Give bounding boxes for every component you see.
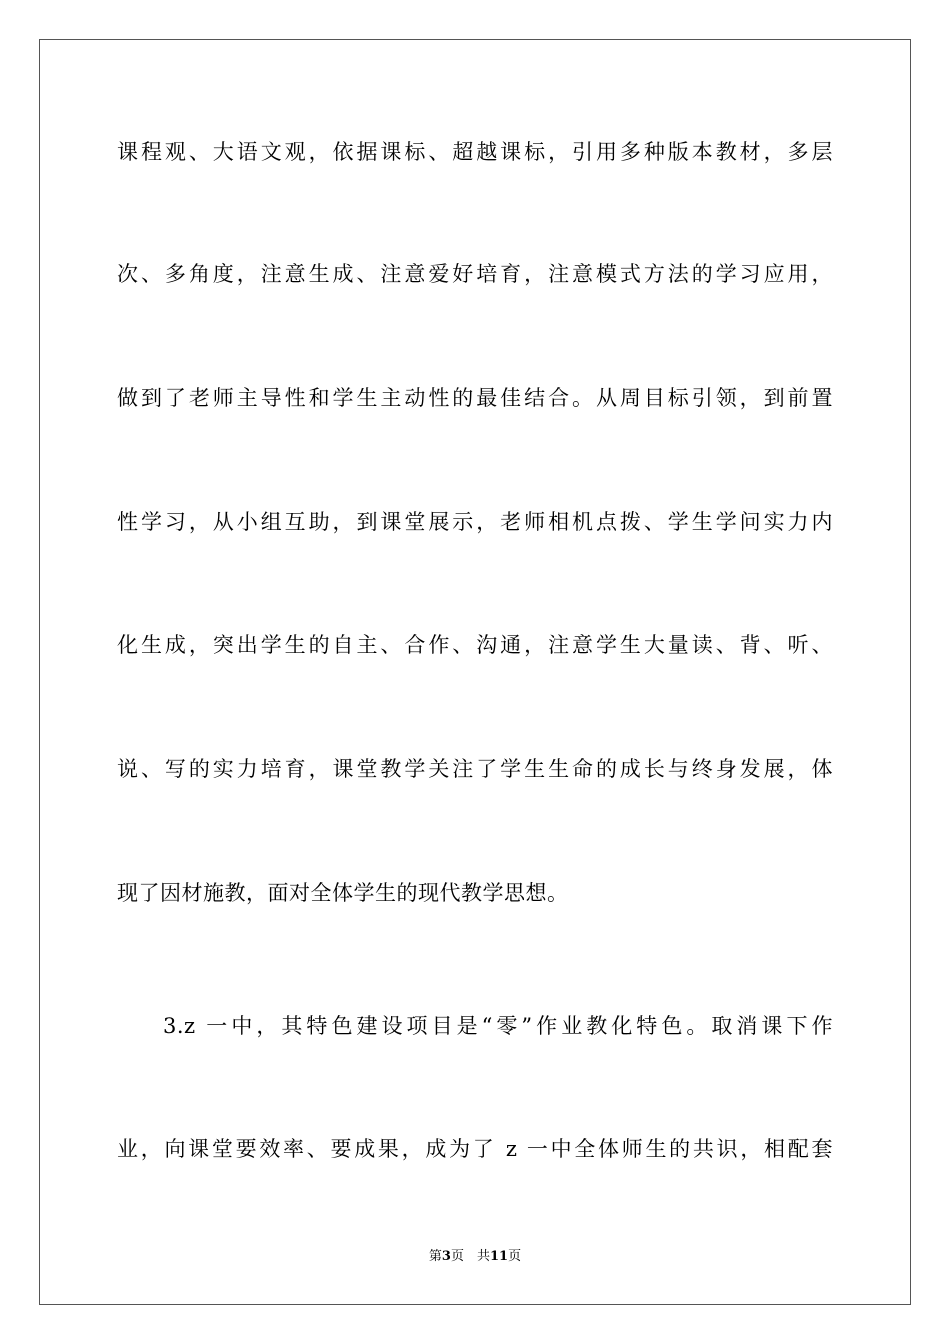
footer-suffix: 页: [508, 1249, 522, 1264]
page-border: [39, 39, 911, 1305]
text-line: 做到了老师主导性和学生主动性的最佳结合。从周目标引领，到前置: [117, 386, 833, 410]
text-line: 3.z 一中，其特色建设项目是“零”作业教化特色。取消课下作: [163, 1014, 833, 1038]
text-line: 说、写的实力培育，课堂教学关注了学生生命的成长与终身发展，体: [117, 757, 833, 781]
text-line: 性学习，从小组互助，到课堂展示，老师相机点拨、学生学问实力内: [117, 510, 833, 534]
text-line: 业，向课堂要效率、要成果，成为了 z 一中全体师生的共识，相配套: [117, 1137, 833, 1161]
page-footer: [0, 1248, 950, 1266]
footer-page-number: 3: [441, 1249, 451, 1264]
footer-prefix: 第: [428, 1249, 442, 1264]
footer-middle: 页 共: [450, 1249, 490, 1264]
footer-total-pages: 11: [489, 1249, 509, 1264]
text-line: 化生成，突出学生的自主、合作、沟通，注意学生大量读、背、听、: [117, 633, 833, 657]
text-line: 次、多角度，注意生成、注意爱好培育，注意模式方法的学习应用，: [117, 262, 833, 286]
text-line: 课程观、大语文观，依据课标、超越课标，引用多种版本教材，多层: [117, 140, 833, 164]
text-line: 现了因材施教，面对全体学生的现代教学思想。: [117, 881, 569, 905]
